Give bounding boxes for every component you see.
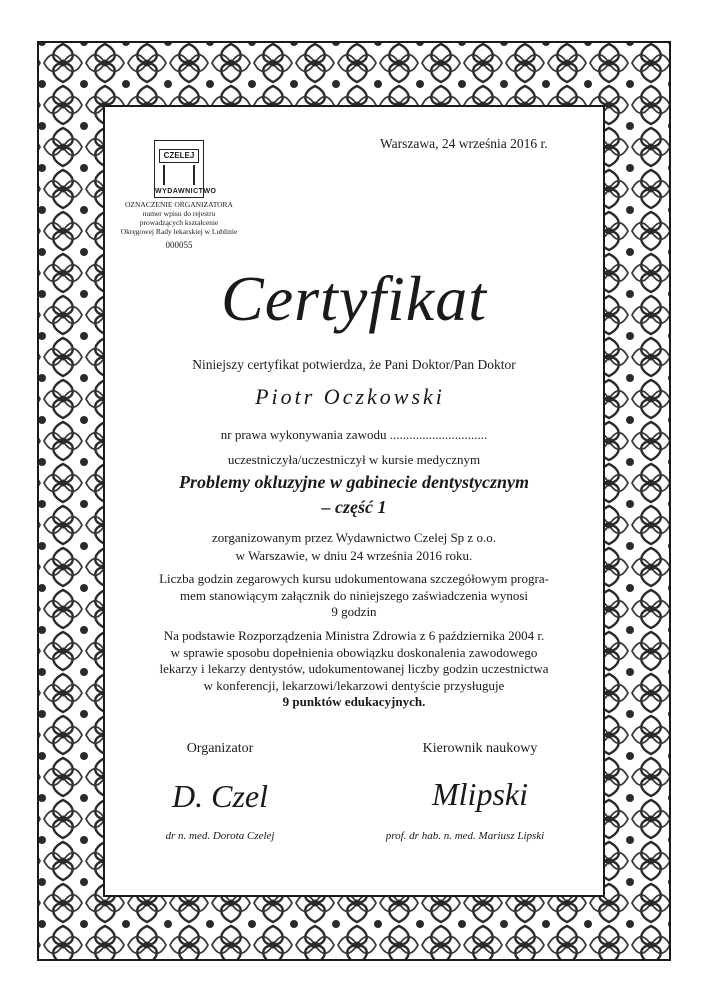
organizer-signature: D. Czel: [172, 778, 268, 814]
organizer-registration: [110, 200, 248, 250]
course-title: Problemy okluzyjne w gabinecie dentystycznym: [179, 472, 529, 492]
organizer-name: dr n. med. Dorota Czelej: [165, 830, 275, 842]
regulation-line4: w konferencji, lekarzowi/lekarzowi dentyście przysługuje: [203, 677, 505, 693]
organizer-role: Organizator: [186, 741, 254, 756]
logo-bottom-text: WYDAWNICTWO: [155, 188, 217, 195]
course-part: – część 1: [321, 497, 387, 517]
registration-line3: prowadzących kształcenie: [139, 218, 219, 227]
regulation-line3: lekarzy i lekarzy dentystów, udokumentowanej liczby godzin uczestnictwa: [159, 661, 549, 676]
hours-block: [104, 571, 604, 621]
registration-number: 000055: [165, 240, 193, 250]
certificate-title: Certyfikat: [221, 263, 487, 334]
participation-line: uczestniczyła/uczestniczył w kursie medycznym: [227, 452, 481, 467]
registration-line2: numer wpisu do rejestru: [142, 209, 216, 218]
points-line: 9 punktów edukacyjnych.: [282, 694, 426, 709]
logo-top-text: CZELEJ: [159, 149, 199, 163]
registration-line1: OZNACZENIE ORGANIZATORA: [125, 200, 233, 209]
organized-line2: w Warszawie, w dniu 24 września 2016 roku.: [235, 548, 473, 563]
hours-line1: Liczba godzin zegarowych kursu udokumentowana szczegółowym progra-: [159, 571, 549, 586]
organized-line1: zorganizowanym przez Wydawnictwo Czelej Sp z o.o.: [212, 530, 496, 545]
date-line: Warszawa, 24 września 2016 r.: [380, 136, 548, 151]
hours-line2: mem stanowiącym załącznik do niniejszego zaświadczenia wynosi: [180, 587, 528, 603]
organized-block: [104, 529, 604, 565]
regulation-line1: Na podstawie Rozporządzenia Ministra Zdrowia z 6 października 2004 r.: [163, 628, 545, 643]
regulation-block: [104, 628, 604, 711]
director-signature: Mlipski: [432, 776, 528, 812]
scientific-director-role: Kierownik naukowy: [422, 741, 538, 756]
publisher-logo: [154, 140, 217, 198]
hours-line3: 9 godzin: [331, 604, 377, 619]
license-number-line: nr prawa wykonywania zawodu ..............................: [220, 427, 488, 442]
registration-line4: Okręgowej Rady lekarskiej w Lublinie: [120, 227, 238, 236]
book-icon: [163, 165, 195, 185]
director-name: prof. dr hab. n. med. Mariusz Lipski: [385, 830, 545, 842]
intro-text: Niniejszy certyfikat potwierdza, że Pani Doktor/Pan Doktor: [192, 357, 516, 372]
recipient-name: Piotr Oczkowski: [255, 384, 445, 409]
regulation-line2: w sprawie sposobu dopełnienia obowiązku doskonalenia zawodowego: [170, 644, 538, 660]
